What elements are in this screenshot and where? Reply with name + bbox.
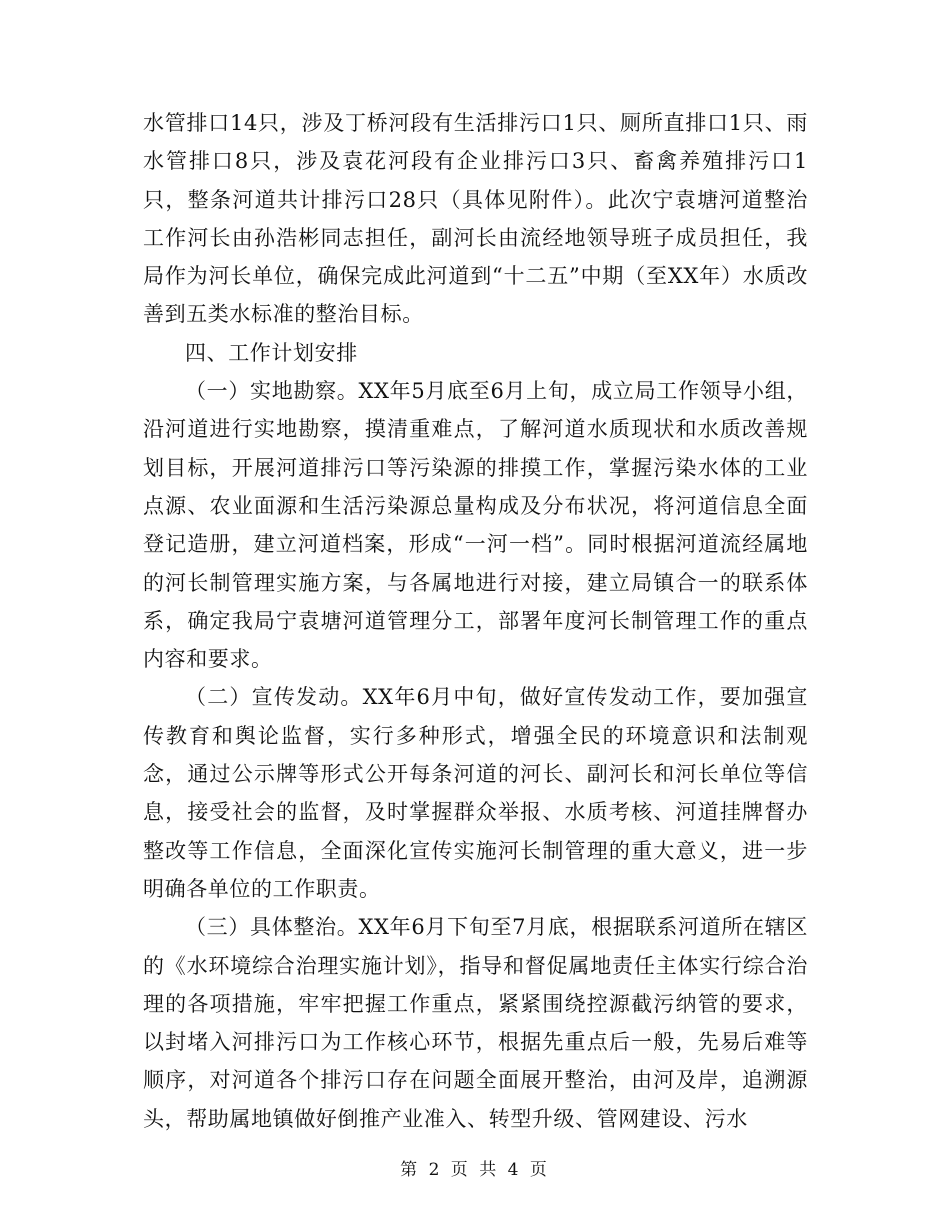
page-number-footer: 第 2 页 共 4 页 (400, 1160, 550, 1180)
paragraph-publicity: （二）宣传发动。XX年6月中旬，做好宣传发动工作，要加强宣传教育和舆论监督，实行多种形式，增强全民的环境意识和法制观念，通过公示牌等形式公开每条河道的河长、副河长和河长单位等信息，接受社会的监督，及时掌握群众举报、水质考核、河道挂牌督办整改等工作信息，全面深化宣传实施河长制管理的重大意义，进一步明确各单位的工作职责。 (143, 685, 808, 901)
paragraph-remediation: （三）具体整治。XX年6月下旬至7月底，根据联系河道所在辖区的《水环境综合治理实施计划》，指导和督促属地责任主体实行综合治理的各项措施，牢牢把握工作重点，紧紧围绕控源截污纳管的要求，以封堵入河排污口为工作核心环节，根据先重点后一般，先易后难等顺序，对河道各个排污口存在问题全面展开整治，由河及岸，追溯源头，帮助属地镇做好倒推产业准入、转型升级、管网建设、污水 (143, 915, 808, 1131)
paragraph-continuation: 水管排口14只，涉及丁桥河段有生活排污口1只、厕所直排口1只、雨水管排口8只，涉及袁花河段有企业排污口3只、畜禽养殖排污口1只，整条河道共计排污口28只（具体见附件）。此次宁袁塘河道整治工作河长由孙浩彬同志担任，副河长由流经地领导班子成员担任，我局作为河长单位，确保完成此河道到“十二五”中期（至XX年）水质改善到五类水标准的整治目标。 (143, 111, 808, 327)
document-body (143, 104, 808, 1138)
section-heading: 四、工作计划安排 (185, 340, 358, 365)
paragraph-site-survey: （一）实地勘察。XX年5月底至6月上旬，成立局工作领导小组，沿河道进行实地勘察，摸清重难点，了解河道水质现状和水质改善规划目标，开展河道排污口等污染源的排摸工作，掌握污染水体的工业点源、农业面源和生活污染源总量构成及分布状况，将河道信息全面登记造册，建立河道档案，形成“一河一档”。同时根据河道流经属地的河长制管理实施方案，与各属地进行对接，建立局镇合一的联系体系，确定我局宁袁塘河道管理分工，部署年度河长制管理工作的重点内容和要求。 (143, 379, 808, 672)
